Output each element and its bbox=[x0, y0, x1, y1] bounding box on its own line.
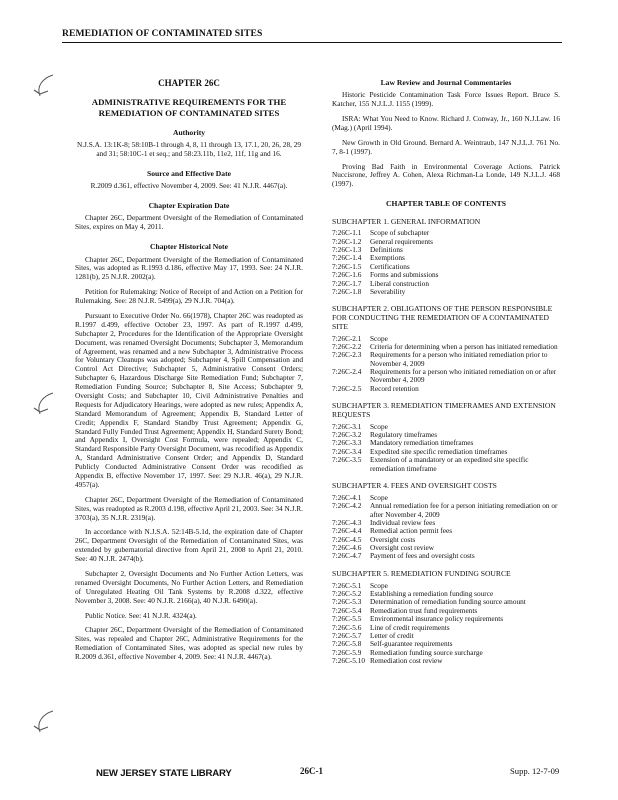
section-number: 7:26C-1.5 bbox=[332, 261, 362, 271]
toc-row bbox=[332, 527, 560, 535]
law-review-entry: ISRA: What You Need to Know. Richard J. Conway, Jr., 160 N.J.Law. 16 (Mag.) (April 1994). bbox=[332, 114, 560, 132]
section-title: Line of credit requirements bbox=[370, 622, 450, 632]
toc-row bbox=[332, 246, 560, 254]
section-number: 7:26C-1.7 bbox=[332, 278, 362, 288]
section-title: Remediation trust fund requirements bbox=[370, 605, 478, 615]
section-number: 7:26C-3.5 bbox=[332, 455, 362, 465]
section-title: Exemptions bbox=[370, 253, 405, 263]
section-title: Remediation funding source surcharge bbox=[370, 647, 483, 657]
toc-row bbox=[332, 657, 560, 665]
section-title: Liberal construction bbox=[370, 278, 429, 288]
section-number: 7:26C-1.4 bbox=[332, 253, 362, 263]
section-title: Oversight costs bbox=[370, 534, 416, 544]
header-rule bbox=[62, 42, 562, 43]
section-title: General requirements bbox=[370, 236, 434, 246]
toc-row bbox=[332, 254, 560, 262]
section-title: Scope bbox=[370, 333, 388, 343]
section-title: Scope of subchapter bbox=[370, 228, 430, 238]
section-number: 7:26C-1.1 bbox=[332, 228, 362, 238]
section-title: Certifications bbox=[370, 261, 410, 271]
law-review-entry: Proving Bad Faith in Environmental Coverage Actions. Patrick Nuccisrone, Jeffrey A. Cohen, Alexa Richman-La Londe, 149 N.J.L.J. 468 (1997). bbox=[332, 161, 560, 189]
expiration-text: Chapter 26C, Department Oversight of the Remediation of Contaminated Sites, expires on May 4, 2011. bbox=[75, 213, 303, 232]
toc-row bbox=[332, 288, 560, 296]
section-number: 7:26C-5.5 bbox=[332, 614, 362, 624]
section-title: Environmental insurance policy requirements bbox=[370, 614, 504, 624]
section-number: 7:26C-3.3 bbox=[332, 438, 362, 448]
library-stamp-logo: NEW JERSEY STATE LIBRARY bbox=[96, 768, 232, 779]
section-number: 7:26C-5.1 bbox=[332, 580, 362, 590]
section-title: Establishing a remediation funding source bbox=[370, 588, 494, 598]
subchapter-section-list bbox=[332, 335, 560, 394]
history-paragraph: Chapter 26C, Department Oversight of the Remediation of Contaminated Sites, was adopted as R.1993 d.186, effective May 17, 1993. See: 24 N.J.R. 1281(b), 25 N.J.R. 2002(a). bbox=[75, 254, 303, 282]
section-title: Remedial action permit fees bbox=[370, 526, 453, 536]
subchapter-heading: SUBCHAPTER 5. REMEDIATION FUNDING SOURCE bbox=[332, 568, 511, 578]
toc-row bbox=[332, 456, 560, 473]
section-number: 7:26C-3.2 bbox=[332, 430, 362, 440]
subchapter-section-list bbox=[332, 229, 560, 296]
history-paragraph: Pursuant to Executive Order No. 66(1978), Chapter 26C was readopted as R.1997 d.499, effective October 23, 1997. As part of R.1997 d.499, Subchapter 2, Procedures for the Identification of the Appropriate Oversight Document, was renamed Oversight Documents; Subchapter 3, Memorandum of Agreement, was renamed and a new Subchapter 3, Administrative Process for Voluntary Cleanups was adopted; Subchapter 4, Spill Compensation and Control Act Directive; Subchapter 5, Administrative Consent Orders; Subchapter 6, Hazardous Discharge Site Remediation Fund; Subchapter 7, Remediation Funding Source; Subchapter 8, Site Access; Subchapter 9, Oversight Costs; and Subchapter 10, Civil Administrative Penalties and Requests for Adjudicatory Hearings, were adopted as new rules; Appendix A, Standard Memorandum of Agreement; Appendix B, Standard Letter of Credit; Appendix F, Standard Standby Trust Agreement; Appendix G, Standard Fully Funded Trust Agreement; Appendix H, Standard Surety Bond; and Appendix I, Oversight Cost Formula, were repealed; Appendix C, Standard Responsible Party Oversight Document, was recodified as Appendix A, Standard Administrative Consent Order; and Appendix D, Standard Publicly Conducted Administrative Consent Order was recodified as Appendix B, effective November 17, 1997. See: 29 N.J.R. 46(a), 29 N.J.R. 4957(a). bbox=[75, 310, 303, 489]
toc-row bbox=[332, 423, 560, 431]
section-number: 7:26C-5.6 bbox=[332, 622, 362, 632]
history-paragraph: Chapter 26C, Department Oversight of the Remediation of Contaminated Sites, was repealed and Chapter 26C, Administrative Requirements for the Remediation of Contaminated Sites, was adopted as special new rules by R.2009 d.361, effective November 4, 2009. See: 41 N.J.R. 4467(a). bbox=[75, 625, 303, 662]
section-title: Annual remediation fee for a person initiating remediation on or after November 4, 2009 bbox=[370, 501, 558, 519]
section-title: Requirements for a person who initiated remediation prior to November 4, 2009 bbox=[370, 350, 548, 368]
section-title: Oversight cost review bbox=[370, 543, 435, 553]
section-number: 7:26C-4.7 bbox=[332, 551, 362, 561]
toc-row bbox=[332, 351, 560, 368]
subchapter-heading: SUBCHAPTER 2. OBLIGATIONS OF THE PERSON RESPONSIBLE FOR CONDUCTING THE REMEDIATION OF A CONTAMINATED SITE bbox=[332, 304, 553, 331]
toc-row bbox=[332, 385, 560, 393]
subchapter-section-list bbox=[332, 494, 560, 561]
section-title: Self-guarantee requirements bbox=[370, 639, 453, 649]
section-title: Severability bbox=[370, 286, 406, 296]
section-number: 7:26C-5.4 bbox=[332, 605, 362, 615]
section-title: Determination of remediation funding source amount bbox=[370, 597, 526, 607]
section-number: 7:26C-1.6 bbox=[332, 270, 362, 280]
toc-row bbox=[332, 238, 560, 246]
punch-hole-mark bbox=[28, 708, 58, 736]
section-number: 7:26C-5.9 bbox=[332, 647, 362, 657]
section-title: Record retention bbox=[370, 383, 419, 393]
punch-hole-mark bbox=[28, 72, 58, 100]
section-number: 7:26C-2.4 bbox=[332, 367, 362, 377]
section-number: 7:26C-5.10 bbox=[332, 656, 366, 666]
section-number: 7:26C-5.7 bbox=[332, 630, 362, 640]
section-number: 7:26C-3.1 bbox=[332, 421, 362, 431]
section-title: Regulatory timeframes bbox=[370, 430, 438, 440]
right-column bbox=[332, 78, 560, 666]
page-number: 26C-1 bbox=[300, 766, 323, 776]
toc-row bbox=[332, 502, 560, 519]
section-number: 7:26C-2.3 bbox=[332, 350, 362, 360]
expiration-heading: Chapter Expiration Date bbox=[148, 201, 230, 211]
toc-row bbox=[332, 271, 560, 279]
law-review-entry: New Growth in Old Ground. Bernard A. Weintraub, 147 N.J.L.J. 761 No. 7, 8-1 (1997). bbox=[332, 137, 560, 156]
source-text: R.2009 d.361, effective November 4, 2009. See: 41 N.J.R. 4467(a). bbox=[90, 181, 288, 191]
subchapter-heading: SUBCHAPTER 4. FEES AND OVERSIGHT COSTS bbox=[332, 481, 497, 491]
toc-row bbox=[332, 624, 560, 632]
history-paragraph: Chapter 26C, Department Oversight of the Remediation of Contaminated Sites, was readopted as R.2003 d.198, effective April 21, 2003. See: 34 N.J.R. 3703(a), 35 N.J.R. 2319(a). bbox=[75, 494, 303, 522]
section-title: Definitions bbox=[370, 245, 403, 255]
toc-row bbox=[332, 368, 560, 385]
history-paragraph: Petition for Rulemaking: Notice of Receipt of and Action on a Petition for Rulemaking. See: 28 N.J.R. 5499(a), 29 N.J.R. 704(a). bbox=[75, 287, 303, 306]
section-number: 7:26C-1.8 bbox=[332, 286, 362, 296]
history-paragraph: Public Notice. See: 41 N.J.R. 4324(a). bbox=[85, 610, 197, 620]
history-paragraph: In accordance with N.J.S.A. 52:14B-5.1d, the expiration date of Chapter 26C, Department Oversight of the Remediation of Contaminated Sites, was extended by gubernatorial directive from April 21, 2008 to April 21, 2010. See: 40 N.J.R. 2474(b). bbox=[75, 527, 303, 564]
toc-row bbox=[332, 263, 560, 271]
toc-row bbox=[332, 552, 560, 560]
section-title: Mandatory remediation timeframes bbox=[370, 438, 474, 448]
running-header: REMEDIATION OF CONTAMINATED SITES bbox=[62, 28, 263, 39]
section-title: Expedited site specific remediation timeframes bbox=[370, 446, 508, 456]
section-number: 7:26C-4.1 bbox=[332, 492, 362, 502]
section-number: 7:26C-2.1 bbox=[332, 333, 362, 343]
section-number: 7:26C-3.4 bbox=[332, 446, 362, 456]
history-paragraph: Subchapter 2, Oversight Documents and No Further Action Letters, was renamed Oversight Documents, No Further Action Letters, and Remediation of Unregulated Heating Oil Tank Systems by R.2008 d.322, effective November 3, 2008. See: 40 N.J.R. 2166(a), 40 N.J.R. 6490(a). bbox=[75, 569, 303, 605]
authority-heading: Authority bbox=[172, 128, 206, 138]
section-title: Scope bbox=[370, 421, 388, 431]
section-title: Scope bbox=[370, 580, 388, 590]
section-title: Letter of credit bbox=[370, 630, 414, 640]
section-number: 7:26C-4.4 bbox=[332, 526, 362, 536]
section-number: 7:26C-4.5 bbox=[332, 534, 362, 544]
law-review-heading: Law Review and Journal Commentaries bbox=[380, 78, 512, 87]
section-number: 7:26C-5.2 bbox=[332, 588, 362, 598]
law-review-entry: Historic Pesticide Contamination Task Force Issues Report. Bruce S. Katcher, 155 N.J.L.J. 1155 (1999). bbox=[332, 90, 560, 109]
chapter-number: CHAPTER 26C bbox=[158, 78, 220, 88]
section-number: 7:26C-1.3 bbox=[332, 245, 362, 255]
section-number: 7:26C-4.2 bbox=[332, 501, 362, 511]
left-column bbox=[75, 78, 303, 668]
authority-text: N.J.S.A. 13:1K-8; 58:10B-1 through 4, 8, 11 through 13, 17.1, 20, 26, 28, 29 and 31; 58:10C-1 et seq.; and 58:23.11b, 11e2, 11f, 11g and 16. bbox=[76, 140, 302, 159]
toc-row bbox=[332, 536, 560, 544]
section-number: 7:26C-4.6 bbox=[332, 543, 362, 553]
section-title: Individual review fees bbox=[370, 517, 436, 527]
chapter-title: ADMINISTRATIVE REQUIREMENTS FOR THE REMEDIATION OF CONTAMINATED SITES bbox=[91, 96, 287, 118]
section-title: Payment of fees and oversight costs bbox=[370, 551, 475, 561]
toc-heading: CHAPTER TABLE OF CONTENTS bbox=[386, 199, 506, 209]
toc-row bbox=[332, 649, 560, 657]
punch-hole-mark bbox=[28, 390, 58, 418]
section-number: 7:26C-4.3 bbox=[332, 517, 362, 527]
section-title: Scope bbox=[370, 492, 388, 502]
subchapter-heading: SUBCHAPTER 1. GENERAL INFORMATION bbox=[332, 216, 481, 226]
subchapter-heading: SUBCHAPTER 3. REMEDIATION TIMEFRAMES AND EXTENSION REQUESTS bbox=[332, 401, 556, 419]
supplement-date: Supp. 12-7-09 bbox=[510, 766, 560, 776]
toc-row bbox=[332, 229, 560, 237]
section-number: 7:26C-5.8 bbox=[332, 639, 362, 649]
section-number: 7:26C-2.5 bbox=[332, 383, 362, 393]
history-heading: Chapter Historical Note bbox=[150, 242, 228, 252]
section-title: Extension of a mandatory or an expedited site specific remediation timeframe bbox=[370, 455, 529, 473]
source-heading: Source and Effective Date bbox=[146, 169, 231, 179]
section-number: 7:26C-5.3 bbox=[332, 597, 362, 607]
table-of-contents bbox=[332, 218, 560, 666]
section-title: Criteria for determining when a person has initiated remediation bbox=[370, 341, 558, 351]
subchapter-section-list bbox=[332, 582, 560, 666]
section-number: 7:26C-2.2 bbox=[332, 341, 362, 351]
section-title: Remediation cost review bbox=[370, 656, 443, 666]
section-number: 7:26C-1.2 bbox=[332, 236, 362, 246]
toc-row bbox=[332, 280, 560, 288]
section-title: Forms and submissions bbox=[370, 270, 439, 280]
section-title: Requirements for a person who initiated remediation on or after November 4, 2009 bbox=[370, 367, 557, 385]
subchapter-section-list bbox=[332, 423, 560, 473]
